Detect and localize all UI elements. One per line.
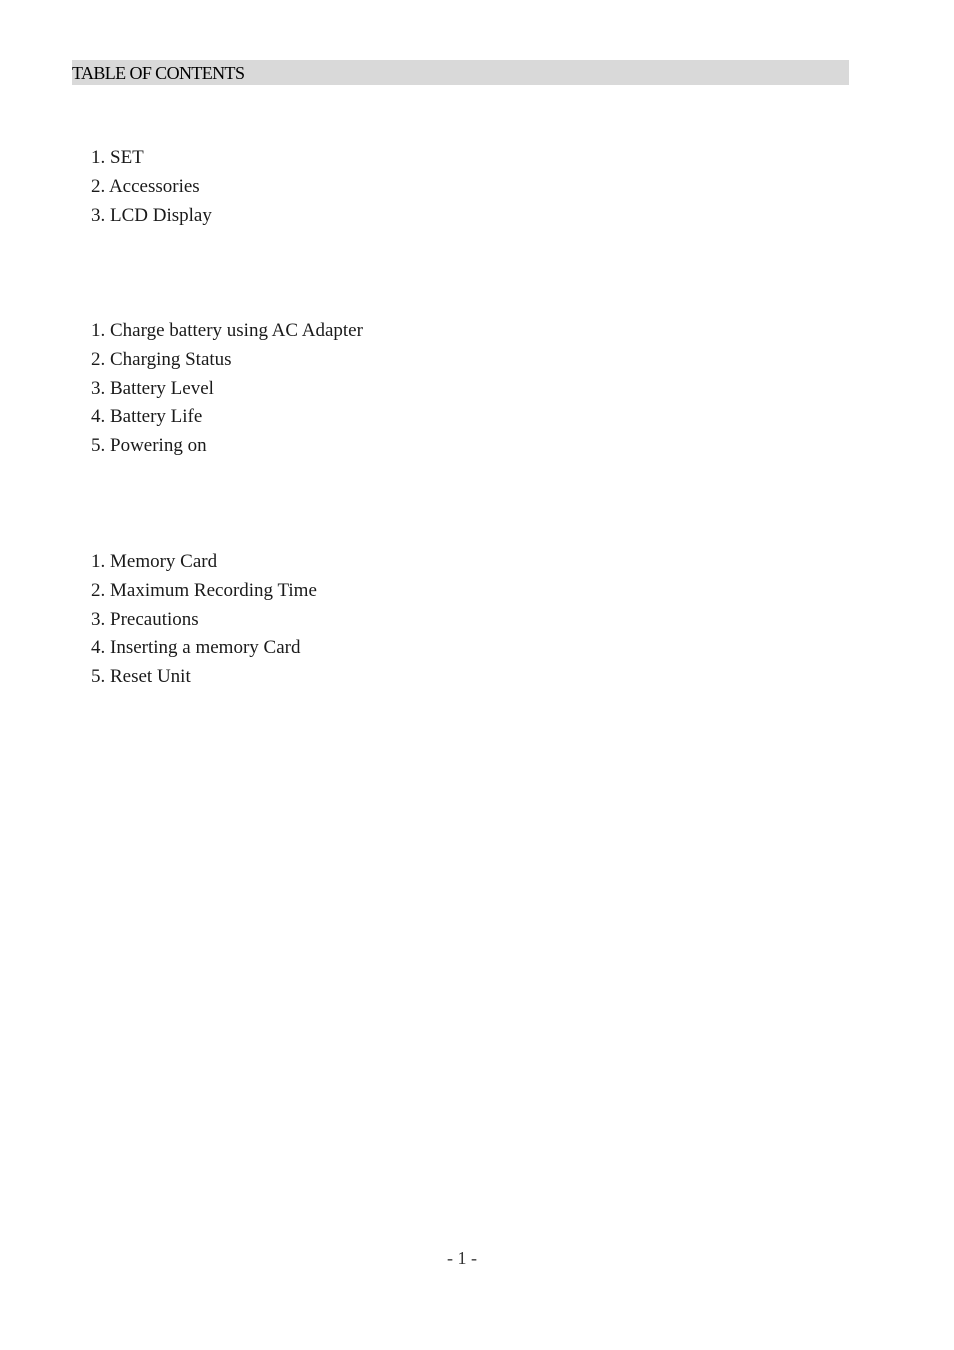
toc-section-1 <box>91 144 212 230</box>
toc-item[interactable]: 2. Charging Status <box>91 348 232 370</box>
toc-item[interactable]: 3. Precautions <box>91 608 199 630</box>
toc-item[interactable]: 2. Accessories <box>91 175 200 197</box>
toc-item[interactable]: 5. Powering on <box>91 435 207 457</box>
toc-item[interactable]: 1. SET <box>91 147 144 168</box>
toc-item[interactable]: 1. Charge battery using AC Adapter <box>91 320 363 341</box>
toc-item[interactable]: 3. Battery Level <box>91 377 214 399</box>
page-title: TABLE OF CONTENTS <box>72 63 245 83</box>
toc-item[interactable]: 4. Inserting a memory Card <box>91 637 301 659</box>
toc-item[interactable]: 5. Reset Unit <box>91 666 191 688</box>
toc-heading-bar <box>72 60 849 85</box>
toc-item[interactable]: 4. Battery Life <box>91 406 203 428</box>
toc-item[interactable]: 1. Memory Card <box>91 551 218 572</box>
page-number: - 1 - <box>447 1248 477 1268</box>
toc-section-3 <box>91 548 317 692</box>
toc-item[interactable]: 3. LCD Display <box>91 204 212 226</box>
toc-item[interactable]: 2. Maximum Recording Time <box>91 579 317 601</box>
toc-section-2 <box>91 317 363 461</box>
